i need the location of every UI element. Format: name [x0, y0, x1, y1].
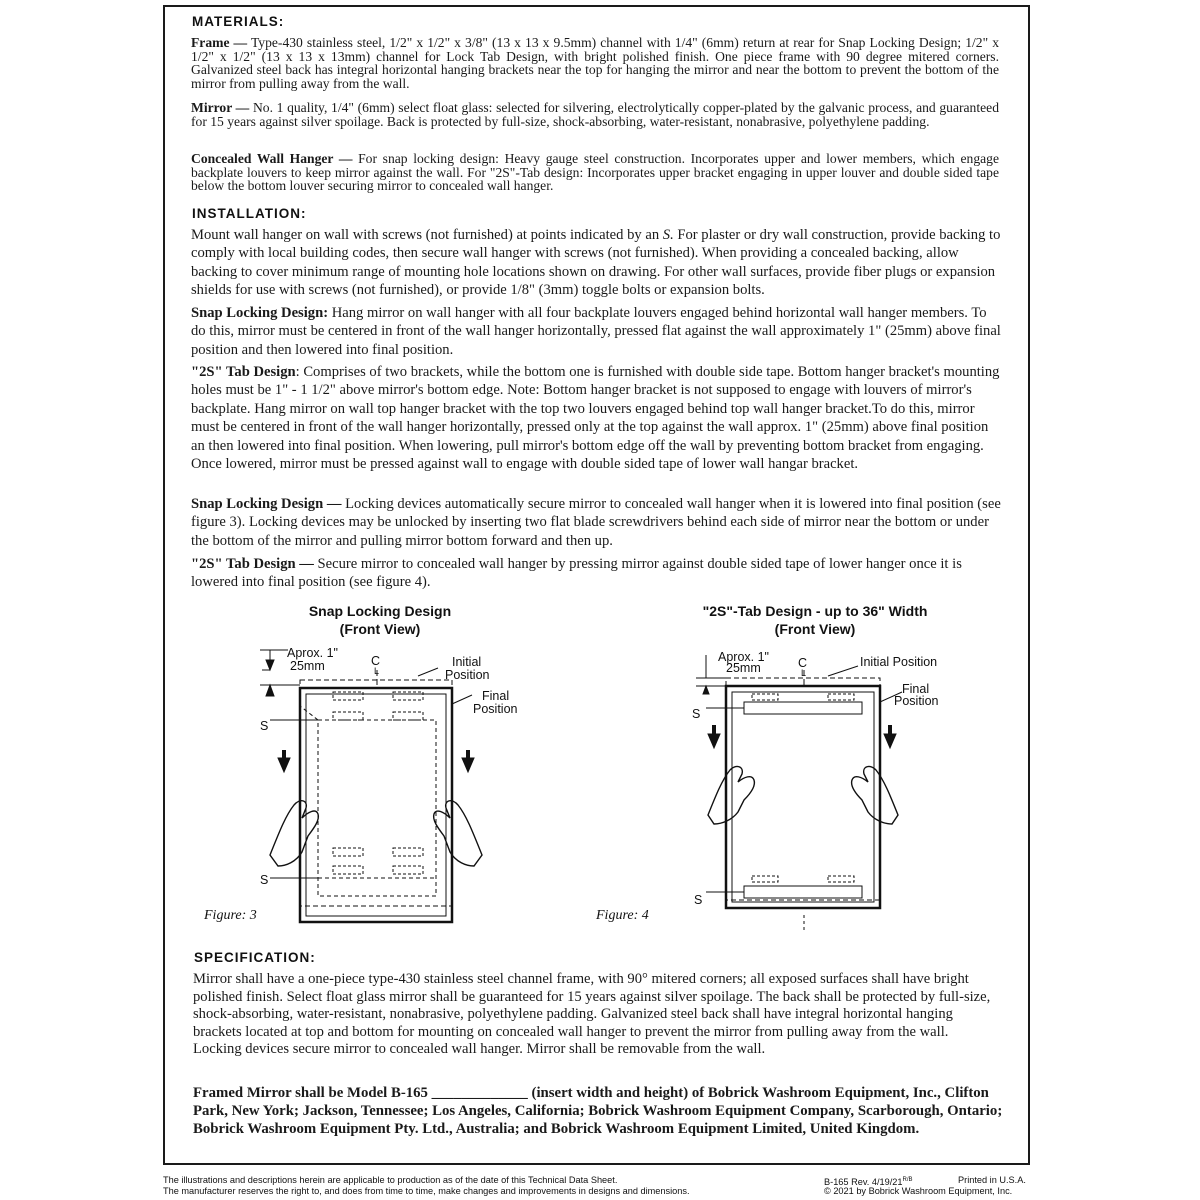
right-hand [852, 767, 898, 824]
figure-4-title [680, 602, 950, 638]
revision-sup: R/B [902, 1177, 913, 1183]
footer-printed: Printed in U.S.A. [958, 1175, 1026, 1185]
specification-text: Mirror shall have a one-piece type-430 stainless steel channel frame, with 90° mitered corners; all exposed surfaces shall have bright polished finish. Select float glass mirror shall be guaranteed for 15 years against silver spoilage. The back shall be protected by full-size, shock-absorbing, water-resistant, nonabrasive, polyethylene padding. Galvanized steel back shall have integral horizontal hanging brackets located at top and bottom for mounting on concealed wall hanger to prevent the mirror from pulling away from the wall. Locking devices secure mirror to concealed wall hanger. Mirror shall be removable from the wall. [193, 971, 991, 1058]
fig4-mm: 25mm [726, 661, 761, 675]
installation-paragraph-4 [191, 495, 1003, 550]
materials-frame-paragraph [191, 36, 999, 90]
fig4-final: Final [902, 682, 930, 696]
fig3-cl: C [371, 654, 381, 668]
fig3-screw-top: S [260, 719, 269, 733]
installation-heading: INSTALLATION: [192, 206, 307, 221]
footer-copyright: © 2021 by Bobrick Washroom Equipment, Inc. [824, 1186, 1013, 1196]
fig3-final: Final [482, 689, 510, 703]
bottom-hanger-bracket [744, 886, 862, 898]
materials-heading: MATERIALS: [192, 14, 285, 29]
fig4-aprox: Aprox. 1" [718, 650, 769, 664]
fig3-initial: Initial [452, 655, 482, 669]
mirror-label: Mirror — [191, 100, 250, 115]
initial-position-outline [300, 680, 452, 906]
installation-paragraph-1 [191, 226, 1003, 300]
fig4-screw-top: S [692, 707, 701, 721]
fig4-initial: Initial Position [860, 655, 938, 669]
hanger-text: For snap locking design: Heavy gauge steel construction. Incorporates upper and lower members, which engage backplate louvers to keep mirror against the wall. For "2S"-Tab design: Incorporates upper bracket engaging in upper louver and double sided tape below the bottom louver securing mirror to concealed wall hanger. [191, 151, 999, 194]
materials-mirror-paragraph [191, 101, 999, 128]
fig3-screw-bottom: S [260, 873, 269, 887]
figure-4-caption: Figure: 4 [596, 908, 649, 923]
tab-design-secure-label: "2S" Tab Design — [191, 556, 314, 572]
left-hand [708, 767, 754, 824]
right-hand [434, 801, 482, 866]
figure-3-title-line2: (Front View) [339, 621, 421, 637]
fig3-final2: Position [473, 702, 518, 716]
fig3-mm: 25mm [290, 659, 325, 673]
footer-line-2: The manufacturer reserves the right to, and does from time to time, make changes and improvements in designs and dimensions. [163, 1186, 690, 1196]
figure-4-title-line2: (Front View) [774, 621, 856, 637]
fig3-initial2: Position [445, 668, 490, 682]
mirror-frame [726, 686, 880, 908]
tab-design-text: : Comprises of two brackets, while the bottom one is furnished with double side tape. Bottom hanger bracket's mounting holes must be 1" - 1 1/2" above mirror's bottom edge. Note: Bottom hanger bracket is not supposed to engage with louvers of mirror's backplate. Hang mirror on wall top hanger bracket with the top two louvers engaged behind top wall hanger bracket.To do this, mirror must be centered in front of the wall hanger horizontally, pressed only at the top against the wall approx. 1" (25mm) above final position an then lowered into final position. When lowering, pull mirror's bottom edge off the wall by preventing bottom bracket from engaging. Once lowered, mirror must be pressed against wall to engage with double sided tape of lower wall hangar bracket. [191, 364, 1000, 473]
frame-label: Frame — [191, 35, 248, 50]
initial-position-outline [726, 678, 880, 900]
fig4-cl: C [798, 656, 808, 670]
figure-4-title-line1: "2S"-Tab Design - up to 36" Width [702, 603, 928, 619]
figure-4-drawing [660, 640, 970, 940]
figure-3-title-line1: Snap Locking Design [308, 603, 452, 619]
footer-line-1: The illustrations and descriptions herein are applicable to production as of the date of this Technical Data Sheet. [163, 1175, 618, 1185]
tab-design-secure-text: Secure mirror to concealed wall hanger by pressing mirror against double sided tape of lower hanger once it is lowered into final position (see figure 4). [191, 556, 962, 591]
fig3-cl-sub: L [374, 666, 380, 676]
installation-paragraph-5 [191, 555, 1003, 592]
fig4-screw-bottom: S [694, 893, 703, 907]
mirror-frame [300, 688, 452, 922]
figure-3-drawing [190, 640, 550, 930]
hanger-label: Concealed Wall Hanger — [191, 151, 353, 166]
installation-paragraph-3 [191, 363, 1003, 473]
specification-heading: SPECIFICATION: [194, 950, 316, 965]
snap-locking-text: Hang mirror on wall hanger with all four backplate louvers engaged behind horizontal wall hanger members. To do this, mirror must be centered in front of the wall hanger horizontally, pressed flat against the wall approximately 1" (25mm) above final position and then lowered into final position. [191, 305, 1001, 358]
wall-hanger-outline [318, 720, 436, 896]
left-hand [270, 801, 318, 866]
fig4-final2: Position [894, 694, 939, 708]
model-specification: Framed Mirror shall be Model B-165 _____________ (insert width and height) of Bobrick Washroom Equipment, Inc., Clifton Park, New York; Jackson, Tennessee; Los Angeles, California; Bobrick Washroom Equipment Company, Scarborough, Ontario; Bobrick Washroom Equipment Pty. Ltd., Australia; and Bobrick Washroom Equipment Limited, United Kingdom. [193, 1085, 1003, 1137]
figure-3-caption: Figure: 3 [204, 908, 257, 923]
revision-text: B-165 Rev. 4/19/21 [824, 1177, 903, 1188]
snap-locking-lock-label: Snap Locking Design — [191, 496, 342, 512]
mirror-glass [732, 692, 874, 902]
snap-locking-label: Snap Locking Design: [191, 305, 329, 321]
figure-3-title [280, 602, 480, 638]
top-hanger-bracket [744, 702, 862, 714]
install-p1-text-a: Mount wall hanger on wall with screws (not furnished) at points indicated by an [191, 227, 660, 243]
materials-hanger-paragraph [191, 152, 999, 193]
tab-design-label: "2S" Tab Design [191, 364, 296, 380]
footer-disclaimer [163, 1175, 803, 1197]
frame-text: Type-430 stainless steel, 1/2" x 1/2" x 3/8" (13 x 13 x 9.5mm) channel with 1/4" (6mm) return at rear for Snap Locking Design; 1/2" x 1/2" x 1/2" (13 x 13 x 13mm) channel for Lock Tab Design, with bright polished finish. One piece frame with 90 degree mitered corners. Galvanized steel back has integral horizontal hanging brackets near the top for hanging the mirror and near the bottom to prevent the bottom of the mirror from pulling away from the wall. [191, 35, 999, 91]
install-p1-text-b: For plaster or dry wall construction, provide backing to comply with local building codes, then secure wall hanger with screws (not furnished). When providing a concealed backing, allow backing to cover minimum range of mounting hole locations shown on drawing. For other wall surfaces, provide fiber plugs or expansion shields for use with screws (not furnished), or provide 1/8" (3mm) toggle bolts or expansion bolts. [191, 227, 1001, 299]
mirror-glass [306, 694, 446, 916]
fig4-cl-sub: L [801, 668, 807, 678]
mirror-text: No. 1 quality, 1/4" (6mm) select float glass: selected for silvering, electrolytically copper-plated by the galvanic process, and guaranteed for 15 years against silver spoilage. Back is protected by full-size, shock-absorbing, water-resistant, nonabrasive, polyethylene padding. [191, 100, 999, 129]
snap-locking-lock-text: Locking devices automatically secure mirror to concealed wall hanger when it is lowered into final position (see figure 3). Locking devices may be unlocked by inserting two flat blade screwdrivers behind each side of mirror near the bottom or under the bottom of the mirror and pulling mirror bottom forward and then up. [191, 496, 1001, 549]
installation-paragraph-2 [191, 304, 1003, 359]
install-p1-s: S. [662, 227, 674, 243]
fig3-aprox: Aprox. 1" [287, 646, 338, 660]
